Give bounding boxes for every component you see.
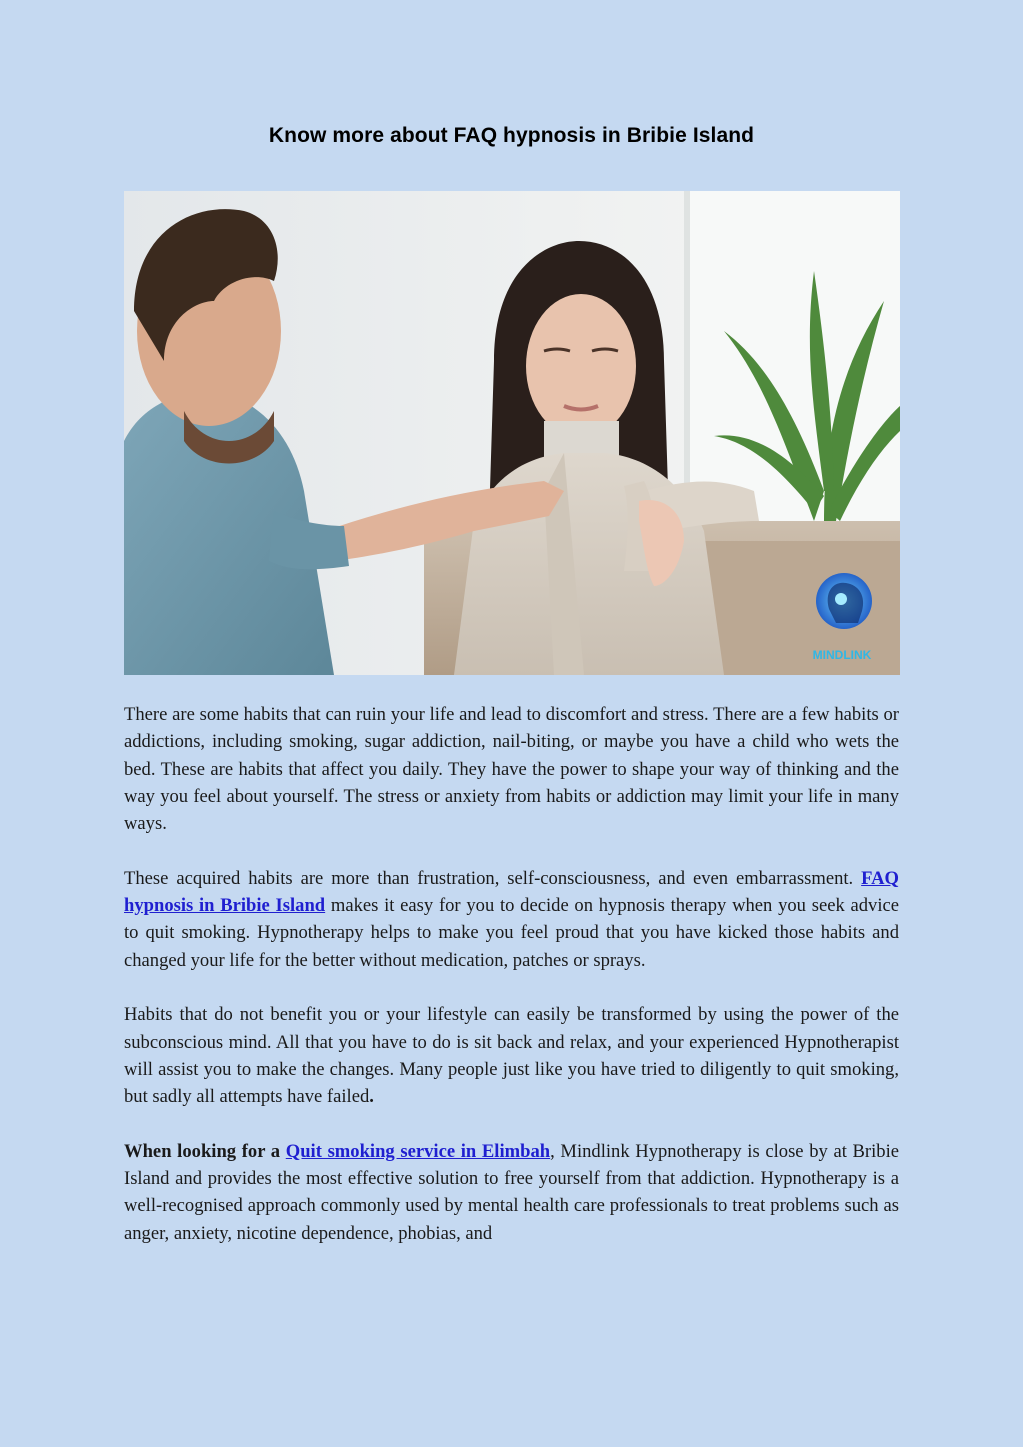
hypnotherapy-photo [124,191,900,675]
page-title: Know more about FAQ hypnosis in Bribie Island [268,124,755,147]
paragraph-1: There are some habits that can ruin your life and lead to discomfort and stress. There are a few habits or addictions, including smoking, sugar addiction, nail-biting, or maybe you have a child who wets the bed. These are habits that affect you daily. They have the power to shape your way of thinking and the way you feel about yourself. The stress or anxiety from habits or addiction may limit your life in many ways. [124,704,899,835]
hero-image [124,191,900,675]
svg-text:MINDLINK: MINDLINK [812,648,872,662]
quit-smoking-link[interactable]: Quit smoking service in Elimbah [285,1140,551,1162]
faq-hypnosis-link[interactable]: FAQ hypnosis in Bribie Island [124,867,899,917]
mindlink-logo [813,573,872,662]
article-body [124,701,899,1274]
paragraph-2: These acquired habits are more than frustration, self-consciousness, and even embarrassment. FAQ hypnosis in Bribie Island makes it easy for you to decide on hypnosis therapy when you seek advice to quit smoking. Hypnotherapy helps to make you feel proud that you have kicked those habits and changed your life for the better without medication, patches or sprays. [124,867,899,971]
paragraph-4: When looking for a Quit smoking service in Elimbah, Mindlink Hypnotherapy is close by at Bribie Island and provides the most effective solution to free yourself from that addiction. Hypnotherapy is a well-recognised approach commonly used by mental health care professionals to treat problems such as anger, anxiety, nicotine dependence, phobias, and [124,1140,900,1244]
paragraph-3: Habits that do not benefit you or your lifestyle can easily be transformed by using the power of the subconscious mind. All that you have to do is sit back and relax, and your experienced Hypnotherapist will assist you to make the changes. Many people just like you have tried to diligently to quit smoking, but sadly all attempts have failed. [124,1004,899,1108]
